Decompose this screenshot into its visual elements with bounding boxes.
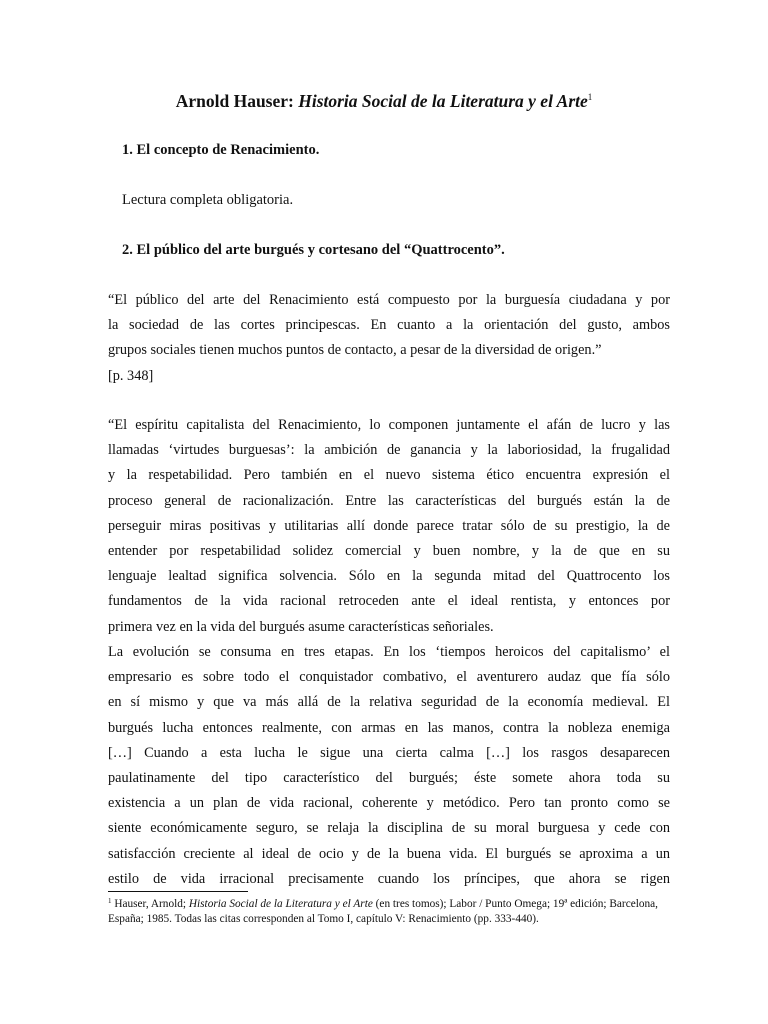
section-1-heading: 1. El concepto de Renacimiento. [122,142,320,158]
footnote-marker: 1 [108,897,112,905]
document-title [0,86,768,112]
text-line: “El público del arte del Renacimiento está compuesto por la burguesía ciudadana y por [108,292,670,308]
text-line: empresario es sobre todo el conquistador combativo, el aventurero audaz que fía sólo [108,669,670,686]
section-1-text: Lectura completa obligatoria. [122,192,294,208]
text-line: […] Cuando a esta lucha le sigue una cierta calma […] los rasgos desaparecen [108,744,670,761]
footnote-text-start: Hauser, Arnold; [111,898,189,910]
footnote-text-end: (en tres tomos); Labor / Punto Omega; 19ª edición; Barcelona, España; 1985. Todas las citas corresponden al Tomo I, capítulo V: Renacimiento (pp. 333-440). [108,898,658,925]
text-line: [p. 348] [108,367,154,384]
text-line: lenguaje lealtad significa solvencia. Sólo en la segunda mitad del Quattrocento los [108,568,670,585]
title-author: Arnold Hauser: [175,91,299,111]
text-line: burgués lucha entonces realmente, con armas en las manos, contra la nobleza enemiga [108,719,670,736]
footnote-reference[interactable]: 1 [587,92,593,102]
text-line: primera vez en la vida del burgués asume características señoriales. [108,618,494,635]
text-line: perseguir miras positivas y utilitarias allí donde parece tratar sólo de su prestigio, la de [108,517,670,534]
text-line: existencia a un plan de vida racional, coherente y metódico. Pero tan pronto como se [108,795,670,812]
text-line: entender por respetabilidad solidez comercial y buen nombre, y la de que en su [108,543,670,560]
text-line: estilo de vida irracional precisamente cuando los príncipes, que ahora se rigen [108,870,670,887]
text-line: satisfacción creciente al ideal de ocio y de la buena vida. El burgués se aproxima a un [108,845,670,862]
text-line: llamadas ‘virtudes burguesas’: la ambición de ganancia y la laboriosidad, la frugalidad [108,442,670,459]
text-line: y la respetabilidad. Pero también en el nuevo sistema ético encuentra expresión el [108,467,670,484]
quote-paragraph-1 [108,288,670,389]
text-line: fundamentos de la vida racional retroceden ante el ideal rentista, y entonces por [108,593,670,610]
footnote [108,894,660,926]
text-line: en sí mismo y que va más allá de la relativa seguridad de la economía medieval. El [108,694,670,711]
section-2-heading: 2. El público del arte burgués y cortesano del “Quattrocento”. [122,242,505,258]
title-work: Historia Social de la Literatura y el Arte [298,91,588,111]
quote-paragraph-2 [108,413,670,640]
footnote-work-title: Historia Social de la Literatura y el Arte [188,898,373,910]
text-line: siente económicamente seguro, se relaja la disciplina de su moral burguesa y cede con [108,820,670,837]
text-line: La evolución se consuma en tres etapas. En los ‘tiempos heroicos del capitalismo’ el [108,644,670,660]
quote-paragraph-3 [108,640,670,892]
text-line: paulatinamente del tipo característico del burgués; éste somete ahora toda su [108,770,670,787]
text-line: “El espíritu capitalista del Renacimiento, lo componen juntamente el afán de lucro y las [108,417,670,433]
text-line: grupos sociales tienen muchos puntos de contacto, a pesar de la diversidad de origen.” [108,342,602,359]
footnote-separator [108,891,248,892]
text-line: proceso general de racionalización. Entre las características del burgués están la de [108,492,670,509]
text-line: la sociedad de las cortes principescas. En cuanto a la orientación del gusto, ambos [108,317,670,334]
